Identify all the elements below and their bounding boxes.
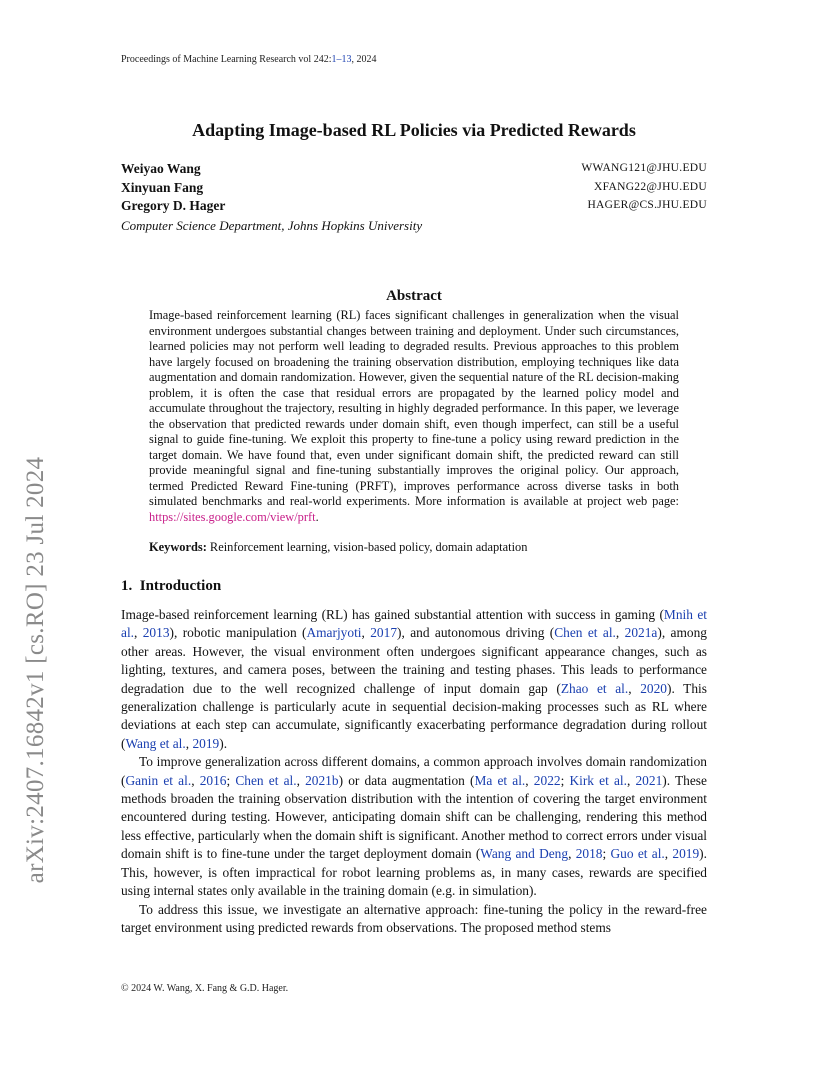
arxiv-id-text: arXiv:2407.16842v1 [cs.RO] 23 Jul 2024: [22, 456, 49, 884]
citation-link[interactable]: 2019: [192, 735, 220, 751]
paragraph-text: Image-based reinforcement learning (RL) has gained substantial attention with success in gaming (: [121, 607, 664, 622]
abstract-body: [149, 308, 679, 525]
author-name: Weiyao Wang: [121, 161, 201, 176]
body-paragraph: [121, 901, 707, 938]
paragraph-text: ). This generalization challenge is particularly acute in sequential decision-making processes such as RL where deviations at each step can accumulate, significantly exacerbating performance degradation during rollout (: [121, 680, 707, 751]
citation-link[interactable]: 2021b: [305, 772, 339, 788]
project-url-link[interactable]: https://sites.google.com/view/prft: [149, 509, 316, 524]
author-email: HAGER@CS.JHU.EDU: [587, 199, 707, 211]
paragraph-text: ), and autonomous driving (: [397, 625, 555, 641]
paragraph-text: ;: [560, 772, 570, 788]
citation-link[interactable]: Chen et al.: [235, 772, 297, 788]
abstract-heading: Abstract: [386, 288, 442, 304]
paragraph-text: ,: [615, 625, 625, 641]
citation-link[interactable]: 2018: [575, 846, 603, 862]
paragraph-text: ;: [226, 772, 236, 788]
author-row: [121, 198, 707, 217]
paragraph-text: ,: [361, 625, 371, 641]
body-paragraph: [121, 606, 707, 753]
proceedings-prefix: Proceedings of Machine Learning Research vol 242:: [121, 54, 332, 65]
paragraph-text: To address this issue, we investigate an alternative approach: fine-tuning the policy in the reward-free target environment using predicted rewards from observations. The proposed method stems: [121, 901, 707, 935]
paragraph-text: ,: [626, 772, 636, 788]
author-email: XFANG22@JHU.EDU: [594, 180, 707, 193]
citation-link[interactable]: Ganin et al.: [125, 772, 192, 788]
author-name: Xinyuan Fang: [121, 179, 204, 195]
citation-link[interactable]: 2016: [199, 772, 227, 788]
citation-link[interactable]: 2021a: [624, 625, 658, 641]
paragraph-text: ,: [296, 772, 306, 788]
citation-link[interactable]: Guo et al.: [610, 846, 665, 862]
paragraph-text: ,: [628, 680, 641, 696]
section-heading: [121, 578, 221, 595]
citation-link[interactable]: 2017: [370, 625, 398, 641]
page-range-link[interactable]: 1–13: [331, 54, 352, 65]
author-affiliation: Computer Science Department, Johns Hopkins University: [121, 217, 423, 233]
author-name: Gregory D. Hager: [121, 198, 226, 213]
keywords-text: Reinforcement learning, vision-based policy, domain adaptation: [206, 540, 528, 554]
author-row: [121, 161, 707, 180]
citation-link[interactable]: 2022: [533, 772, 561, 788]
paragraph-text: ,: [191, 772, 200, 788]
proceedings-header: [121, 54, 377, 65]
paragraph-text: To improve generalization across different domains, a common approach involves domain randomization (: [121, 754, 707, 788]
paragraph-text: ,: [185, 735, 193, 751]
citation-link[interactable]: Ma et al.: [474, 772, 526, 788]
proceedings-suffix: , 2024: [351, 54, 377, 65]
paragraph-text: ,: [568, 846, 576, 862]
paragraph-text: ,: [525, 772, 534, 788]
citation-link[interactable]: Wang et al.: [125, 735, 186, 751]
paragraph-text: ), robotic manipulation (: [169, 625, 307, 641]
section-number: 1.: [121, 578, 133, 594]
paragraph-text: ). These methods broaden the training observation distribution with the intention of covering the target environment encountered during testing. However, anticipating domain shift can be challenging, rendering this method less effective, particularly when the domain shift is significant. Another method to correct errors under visual domain shift is to fine-tune under the target deployment domain (: [121, 772, 707, 862]
citation-link[interactable]: Kirk et al.: [569, 772, 627, 788]
section-title: Introduction: [139, 578, 222, 594]
author-row: [121, 180, 707, 199]
author-block: [121, 161, 707, 234]
abstract-end: .: [315, 509, 319, 524]
citation-link[interactable]: Zhao et al.: [560, 680, 629, 696]
citation-link[interactable]: Chen et al.: [554, 625, 616, 641]
citation-link[interactable]: Mnih et al.: [121, 607, 707, 641]
paragraph-text: ,: [134, 625, 143, 641]
citation-link[interactable]: 2019: [672, 846, 700, 862]
abstract-text: Image-based reinforcement learning (RL) faces significant challenges in generalization when the visual environment undergoes substantial changes between training and deployment. Under such circumstances, learned policies may not perform well leading to degraded results. Previous approaches to this problem have largely focused on broadening the training observation distribution, employing techniques like data augmentation and domain randomization. However, given the sequential nature of the RL decision-making problem, it is often the case that residual errors are propagated by the learned policy model and accumulate throughout the trajectory, resulting in highly degraded performance. In this paper, we leverage the observation that predicted rewards under domain shift, even though imperfect, can still be a useful signal to guide fine-tuning. We exploit this property to fine-tune a policy using reward prediction in the target domain. We have found that, even under significant domain shift, the predicted reward can still provide meaningful signal and fine-tuning substantially improves the original policy. Our approach, termed Predicted Reward Fine-tuning (PRFT), improves performance across diverse tasks in both simulated benchmarks and real-world experiments. More information is available at project web page:: [149, 308, 679, 508]
keywords-label: Keywords:: [149, 540, 207, 554]
paragraph-text: ), among other areas. However, the visual environment often undergoes significant appearance changes, such as lighting, textures, and camera poses, between the training and testing phases. This leads to performance degradation due to the well recognized challenge of input domain gap (: [121, 625, 707, 696]
citation-link[interactable]: 2013: [142, 625, 170, 641]
paragraph-text: ).: [219, 735, 228, 751]
paragraph-text: ) or data augmentation (: [338, 772, 475, 788]
author-email: WWANG121@JHU.EDU: [581, 162, 707, 174]
paragraph-text: ;: [602, 846, 611, 862]
keywords-line: [149, 540, 689, 556]
paragraph-text: ,: [664, 846, 673, 862]
copyright-footer: © 2024 W. Wang, X. Fang & G.D. Hager.: [121, 983, 289, 994]
body-paragraph: [121, 753, 707, 900]
arxiv-side-identifier: [22, 456, 49, 884]
paragraph-text: ). This, however, is often impractical for robot learning problems as, in many cases, rewards are specified using internal states only available in the training domain (e.g. in simulation).: [121, 846, 707, 899]
citation-link[interactable]: 2020: [640, 680, 667, 696]
paper-title: Adapting Image-based RL Policies via Predicted Rewards: [192, 120, 636, 140]
introduction-body: [121, 606, 707, 937]
citation-link[interactable]: Amarjyoti: [306, 625, 362, 641]
citation-link[interactable]: Wang and Deng: [480, 846, 569, 862]
citation-link[interactable]: 2021: [635, 772, 663, 788]
